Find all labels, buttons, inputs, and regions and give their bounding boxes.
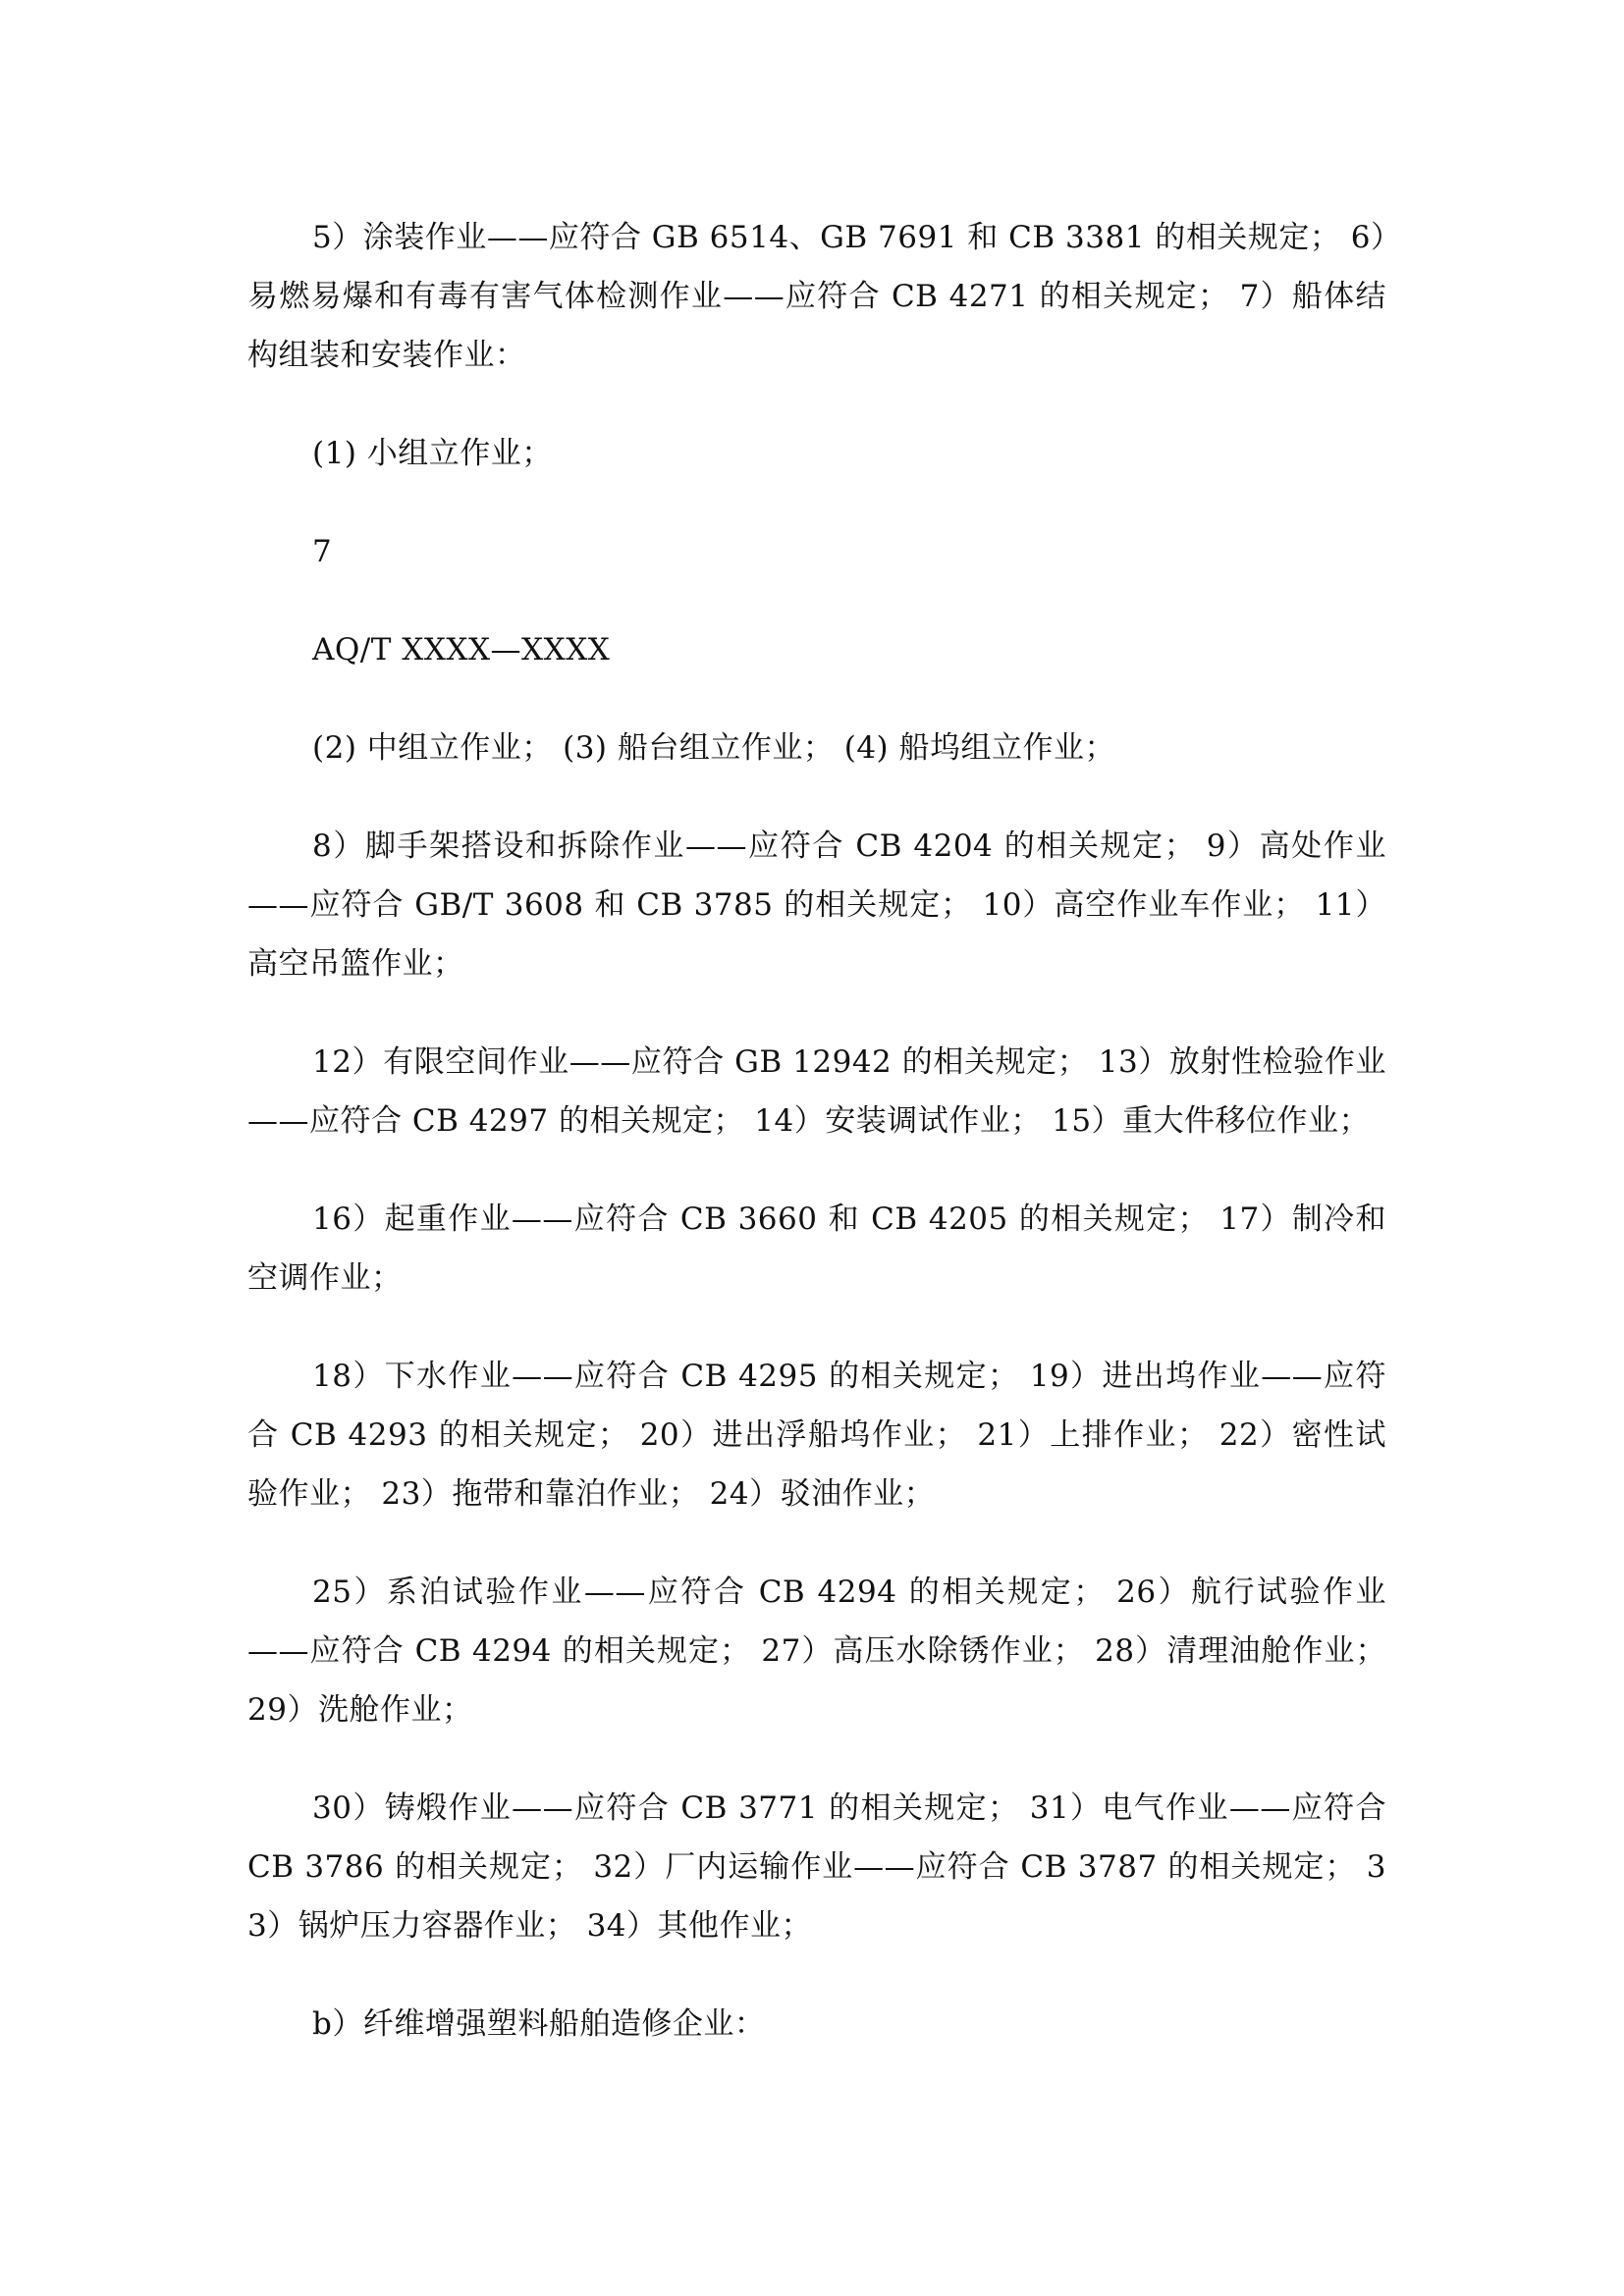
page-number: 7 bbox=[312, 534, 333, 569]
paragraph-items-5-7: 5）涂装作业——应符合 GB 6514、GB 7691 和 CB 3381 的相关规定； 6）易燃易爆和有毒有害气体检测作业——应符合 CB 4271 的相关规定； 7）船体结构组装和安装作业： bbox=[247, 220, 1386, 373]
paragraph-item-b: b）纤维增强塑料船舶造修企业： bbox=[312, 2006, 766, 2042]
paragraph-items-30-34: 30）铸煅作业——应符合 CB 3771 的相关规定； 31）电气作业——应符合 CB 3786 的相关规定； 32）厂内运输作业——应符合 CB 3787 的相关规定； 33）锅炉压力容器作业； 34）其他作业； bbox=[247, 1790, 1386, 1944]
standard-code-header: AQ/T XXXX—XXXX bbox=[312, 632, 611, 667]
paragraph-items-18-24: 18）下水作业——应符合 CB 4295 的相关规定； 19）进出坞作业——应符合 CB 4293 的相关规定； 20）进出浮船坞作业； 21）上排作业； 22）密性试验作业； 23）拖带和靠泊作业； 24）驳油作业； bbox=[247, 1359, 1386, 1512]
paragraph-items-8-11: 8）脚手架搭设和拆除作业——应符合 CB 4204 的相关规定； 9）高处作业——应符合 GB/T 3608 和 CB 3785 的相关规定； 10）高空作业车作业； 11）高空吊篮作业； bbox=[247, 828, 1386, 982]
paragraph-items-25-29: 25）系泊试验作业——应符合 CB 4294 的相关规定； 26）航行试验作业——应符合 CB 4294 的相关规定； 27）高压水除锈作业； 28）清理油舱作业； 29）洗舱作业； bbox=[247, 1575, 1386, 1728]
paragraph-items-12-15: 12）有限空间作业——应符合 GB 12942 的相关规定； 13）放射性检验作业——应符合 CB 4297 的相关规定； 14）安装调试作业； 15）重大件移位作业； bbox=[247, 1044, 1386, 1139]
document-body bbox=[247, 208, 1386, 2093]
paragraph-sub-items-2-4: (2) 中组立作业； (3) 船台组立作业； (4) 船坞组立作业； bbox=[312, 730, 1116, 766]
paragraph-items-16-17: 16）起重作业——应符合 CB 3660 和 CB 4205 的相关规定； 17）制冷和空调作业； bbox=[247, 1201, 1386, 1296]
paragraph-sub-item-1: (1) 小组立作业； bbox=[312, 436, 553, 471]
